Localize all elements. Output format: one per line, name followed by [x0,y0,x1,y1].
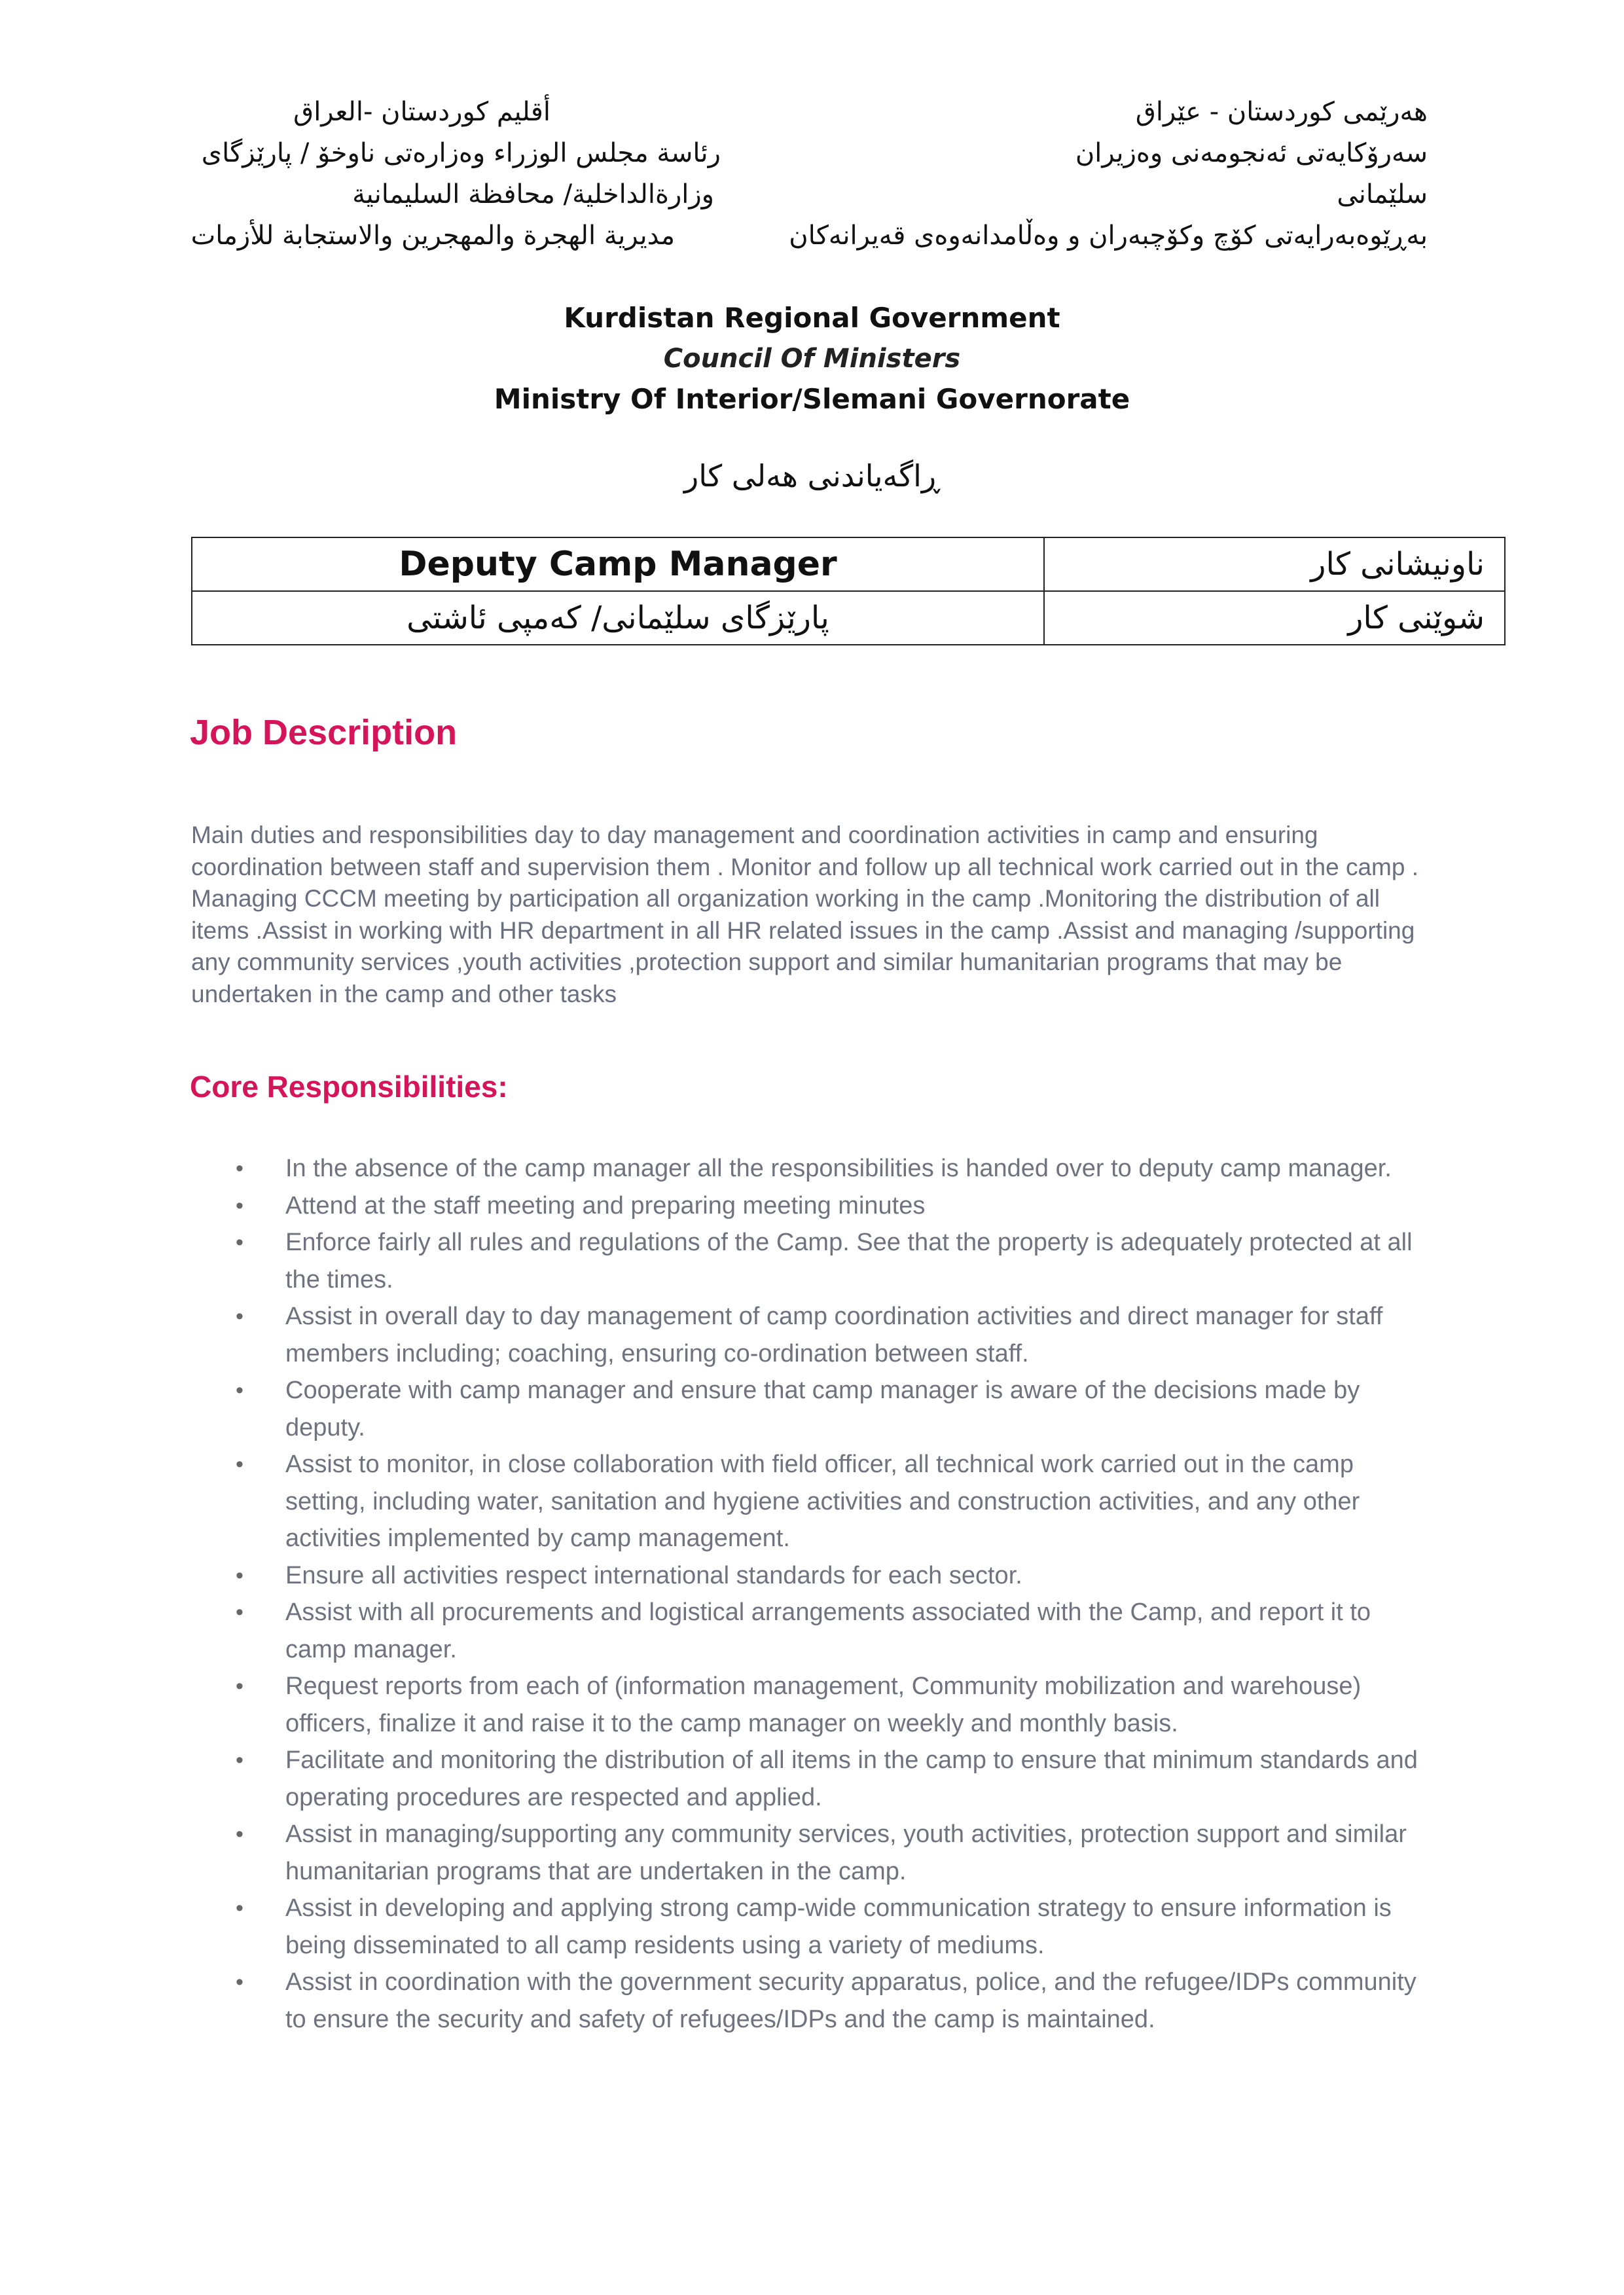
job-title-label: ناونیشانی کار [1044,537,1505,591]
job-location-label: شوێنی کار [1044,591,1505,645]
bullet-icon: • [236,1193,244,1218]
job-description-heading: Job Description [190,713,458,752]
list-item-text: Assist in overall day to day management of camp coordination activities and direct manager for staff members including; coaching, ensuring co-ordination between staff. [285,1303,1383,1367]
bullet-icon: • [236,1970,244,1995]
list-item-text: Assist in managing/supporting any community services, youth activities, protection support and similar humanitarian programs that are undertaken in the camp. [285,1820,1407,1885]
list-item-text: Assist in coordination with the government security apparatus, police, and the refugee/IDPs community to ensure the security and safety of refugees/IDPs and the camp is maintained. [285,1968,1416,2033]
list-item [236,1446,1434,1557]
list-item-text: Ensure all activities respect international standards for each sector. [285,1561,1022,1589]
kurdish-header-line: بەڕێوەبەرایەتی کۆچ وکۆچبەران و وەڵامدانەوەی قەیرانەکان [789,221,1428,251]
list-item-text: Facilitate and monitoring the distribution of all items in the camp to ensure that minimum standards and operating procedures are respected and applied. [285,1746,1418,1811]
list-item [236,1742,1434,1816]
ministry-name: Ministry Of Interior/Slemani Governorate [494,383,1130,415]
list-item [236,1372,1434,1446]
list-item-text: Cooperate with camp manager and ensure that camp manager is aware of the decisions made by deputy. [285,1377,1360,1441]
list-item [236,1224,1434,1298]
list-item [236,1187,1434,1225]
government-name: Kurdistan Regional Government [564,302,1060,334]
list-item-text: Assist in developing and applying strong camp-wide communication strategy to ensure information is being disseminated to all camp residents using a variety of mediums. [285,1894,1392,1959]
arabic-header-line: أقليم كوردستان -العراق [293,97,550,127]
kurdish-header-line: سلێمانی [1337,179,1428,209]
vacancy-announcement-title: ڕاگەیاندنی هەلی کار [684,458,940,494]
list-item [236,1594,1434,1668]
bullet-icon: • [236,1452,244,1477]
list-item [236,1150,1434,1187]
kurdish-header-line: هەرێمی کوردستان - عێراق [1135,97,1428,127]
government-title [0,298,1624,420]
list-item-text: Request reports from each of (information management, Community mobilization and warehouse) officers, finalize it and raise it to the camp manager on weekly and monthly basis. [285,1672,1362,1737]
list-item-text: In the absence of the camp manager all the responsibilities is handed over to deputy camp manager. [285,1155,1392,1182]
core-responsibilities-heading: Core Responsibilities: [190,1070,508,1104]
job-info-table [191,537,1506,645]
bullet-icon: • [236,1896,244,1921]
bullet-icon: • [236,1230,244,1255]
arabic-header [184,92,721,257]
bullet-icon: • [236,1378,244,1403]
job-title-value: Deputy Camp Manager [192,537,1044,591]
arabic-header-line: وزارةالداخلية/ محافظة السليمانية [352,179,714,209]
list-item [236,1964,1434,2038]
list-item [236,1668,1434,1742]
kurdish-header [789,92,1428,257]
list-item-text: Assist with all procurements and logistical arrangements associated with the Camp, and report it to camp manager. [285,1599,1371,1663]
bullet-icon: • [236,1156,244,1181]
council-name: Council Of Ministers [663,344,961,374]
job-location-row [192,591,1505,645]
responsibilities-list [236,1150,1434,2038]
bullet-icon: • [236,1674,244,1699]
bullet-icon: • [236,1304,244,1329]
list-item [236,1298,1434,1372]
job-description-text: Main duties and responsibilities day to day management and coordination activities in camp and ensuring coordination between staff and supervision them . Monitor and follow up all technical work carried out in the camp . Managing CCCM meeting by participation all organization working in the camp .Monitoring the distribution of all items .Assist in working with HR department in all HR related issues in the camp .Assist and managing /supporting any community services ,youth activities ,protection support and similar humanitarian programs that may be undertaken in the camp and other tasks [191,822,1419,1007]
list-item-text: Assist to monitor, in close collaboration with field officer, all technical work carried out in the camp setting, including water, sanitation and hygiene activities and construction activities, and any other activities implemented by camp management. [285,1451,1360,1552]
list-item-text: Enforce fairly all rules and regulations of the Camp. See that the property is adequately protected at all the times. [285,1229,1413,1293]
job-title-row [192,537,1505,591]
bullet-icon: • [236,1822,244,1847]
list-item-text: Attend at the staff meeting and preparing meeting minutes [285,1191,926,1220]
job-location-value: پارێزگای سلێمانی/ کەمپی ئاشتی [192,591,1044,645]
list-item [236,1557,1434,1595]
bullet-icon: • [236,1563,244,1588]
bullet-icon: • [236,1600,244,1625]
kurdish-header-line: سەرۆکایەتی ئەنجومەنی وەزیران [1075,138,1428,168]
arabic-header-line: رئاسة مجلس الوزراء وەزارەتی ناوخۆ / پارێزگای [201,138,721,168]
list-item [236,1816,1434,1890]
bullet-icon: • [236,1748,244,1773]
arabic-header-line: مديرية الهجرة والمهجرين والاستجابة للأزمات [190,221,675,251]
list-item [236,1890,1434,1964]
